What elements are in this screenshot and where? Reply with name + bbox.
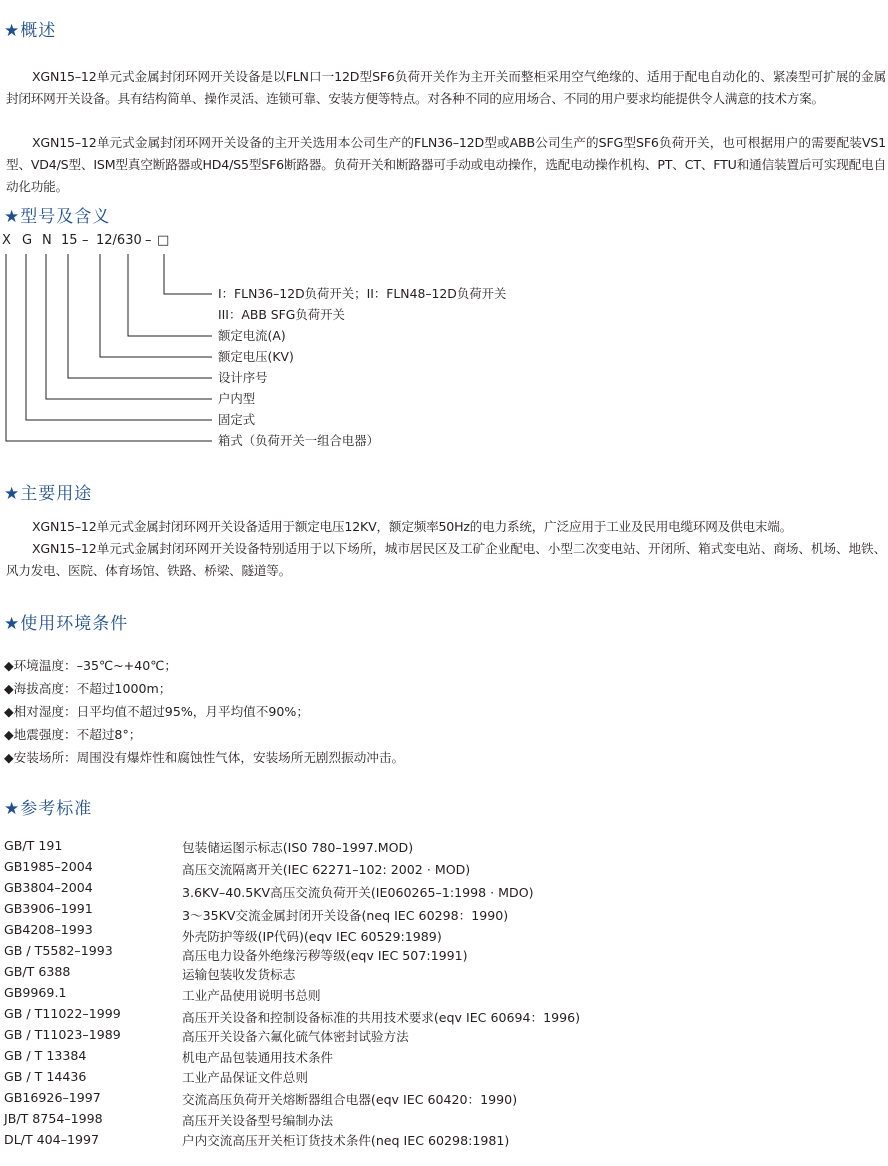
standard-code: GB3906–1991 [4, 901, 93, 916]
code-part-n: N [42, 233, 52, 248]
standard-code: GB / T11022–1999 [4, 1006, 121, 1021]
env-item-site: ◆安装场所：周围没有爆炸性和腐蚀性气体，安装场所无剧烈振动冲击。 [4, 750, 405, 765]
bracket-line-indoor [46, 254, 212, 399]
bracket-line-voltage [100, 254, 212, 357]
code-part-rating: 12/630 [96, 233, 142, 248]
section-title-environment: ★使用环境条件 [4, 614, 129, 634]
legend-indoor: 户内型 [218, 391, 256, 406]
standard-name: 高压开关设备和控制设备标准的共用技术要求(eqv IEC 60694：1996) [182, 1010, 581, 1025]
standard-code: GB4208–1993 [4, 922, 93, 937]
standard-name: 3～35KV交流金属封闭开关设备(neq IEC 60298：1990) [182, 908, 509, 923]
legend-design-serial: 设计序号 [218, 370, 268, 385]
code-part-dash-1: – [82, 233, 89, 248]
bracket-line-design [68, 254, 212, 378]
standard-code: GB/T 6388 [4, 964, 71, 979]
standard-name: 高压电力设备外绝缘污秽等级(eqv IEC 507:1991) [182, 948, 468, 963]
bracket-line-fixed [26, 254, 212, 420]
code-part-x: X [2, 233, 11, 248]
code-part-dash-2: – [145, 233, 152, 248]
standard-code: GB16926–1997 [4, 1090, 101, 1105]
standard-code: GB1985–2004 [4, 859, 93, 874]
standard-name: 运输包装收发货标志 [182, 967, 296, 982]
standard-name: 包装储运图示标志(IS0 780–1997.MOD) [182, 840, 414, 855]
standard-code: GB / T11023–1989 [4, 1027, 121, 1042]
applications-paragraph-1: XGN15–12单元式金属封闭环网开关设备适用于额定电压12KV，额定频率50Hz的电力系统，广泛应用于工业及民用电缆环网及供电末端。 [32, 519, 793, 534]
applications-paragraph-2: XGN15–12单元式金属封闭环网开关设备特别适用于以下场所，城市居民区及工矿企业配电、小型二次变电站、开闭所、箱式变电站、商场、机场、地铁、风力发电、医院、体育场馆、铁路、桥梁、隧道等。 [6, 541, 886, 578]
standard-name: 机电产品包装通用技术条件 [182, 1050, 334, 1065]
overview-paragraph-1: XGN15–12单元式金属封闭环网开关设备是以FLN口一12D型SF6负荷开关作为主开关而整柜采用空气绝缘的、适用于配电自动化的、紧凑型可扩展的金属封闭环网开关设备。具有结构简单、操作灵活、连锁可靠、安装方便等特点。对各种不同的应用场合、不同的用户要求均能提供令人满意的技术方案。 [6, 69, 886, 106]
standard-code: GB / T 13384 [4, 1048, 87, 1063]
section-title-model: ★型号及含义 [4, 207, 111, 227]
code-part-box: □ [157, 233, 170, 248]
env-item-temperature: ◆环境温度：–35℃~+40℃； [4, 658, 177, 673]
section-title-applications: ★主要用途 [4, 484, 93, 504]
legend-box-type: 箱式（负荷开关一组合电器） [218, 433, 380, 448]
legend-switch-type-2: III：ABB SFG负荷开关 [218, 307, 345, 322]
standard-name: 高压开关设备型号编制办法 [182, 1113, 334, 1128]
code-part-series: 15 [61, 233, 78, 248]
bracket-line-current [128, 254, 212, 336]
standard-code: DL/T 404–1997 [4, 1132, 100, 1147]
code-part-g: G [22, 233, 33, 248]
model-bracket-lines [0, 0, 888, 470]
legend-switch-type-1: I：FLN36–12D负荷开关；II：FLN48–12D负荷开关 [218, 286, 507, 301]
legend-rated-current: 额定电流(A) [218, 328, 286, 343]
bracket-line-switch-type [164, 254, 212, 294]
standard-code: GB/T 191 [4, 838, 63, 853]
legend-rated-voltage: 额定电压(KV) [218, 349, 294, 364]
standard-code: GB9969.1 [4, 985, 67, 1000]
bracket-line-box [6, 254, 212, 441]
legend-fixed: 固定式 [218, 412, 256, 427]
standard-name: 高压开关设备六氟化硫气体密封试验方法 [182, 1029, 409, 1044]
standard-code: GB3804–2004 [4, 880, 93, 895]
env-item-humidity: ◆相对湿度：日平均值不超过95%，月平均值不90%； [4, 704, 309, 719]
section-title-overview: ★概述 [4, 21, 57, 41]
env-item-seismic: ◆地震强度：不超过8°； [4, 727, 142, 742]
standard-code: GB / T5582–1993 [4, 943, 113, 958]
standard-name: 3.6KV–40.5KV高压交流负荷开关(IE060265–1:1998 · MDO) [182, 885, 534, 900]
overview-paragraph-2: XGN15–12单元式金属封闭环网开关设备的主开关选用本公司生产的FLN36–12D型或ABB公司生产的SFG型SF6负荷开关，也可根据用户的需要配装VS1型、VD4/S型、ISM型真空断路器或HD4/S5型SF6断路器。负荷开关和断路器可手动或电动操作，选配电动操作机构、PT、CT、FTU和通信装置后可实现配电自动化功能。 [6, 135, 886, 194]
standard-name: 工业产品使用说明书总则 [182, 988, 321, 1003]
standard-name: 户内交流高压开关柜订货技术条件(neq IEC 60298:1981) [182, 1133, 510, 1148]
standard-name: 高压交流隔离开关(IEC 62271–102: 2002 · MOD) [182, 862, 471, 877]
standard-name: 外壳防护等级(IP代码)(eqv IEC 60529:1989) [182, 929, 442, 944]
standard-name: 工业产品保证文件总则 [182, 1070, 308, 1085]
standard-code: JB/T 8754–1998 [4, 1111, 103, 1126]
standard-code: GB / T 14436 [4, 1069, 87, 1084]
env-item-altitude: ◆海拔高度：不超过1000m； [4, 681, 172, 696]
standard-name: 交流高压负荷开关熔断器组合电器(eqv IEC 60420：1990) [182, 1092, 518, 1107]
section-title-standards: ★参考标准 [4, 799, 93, 819]
